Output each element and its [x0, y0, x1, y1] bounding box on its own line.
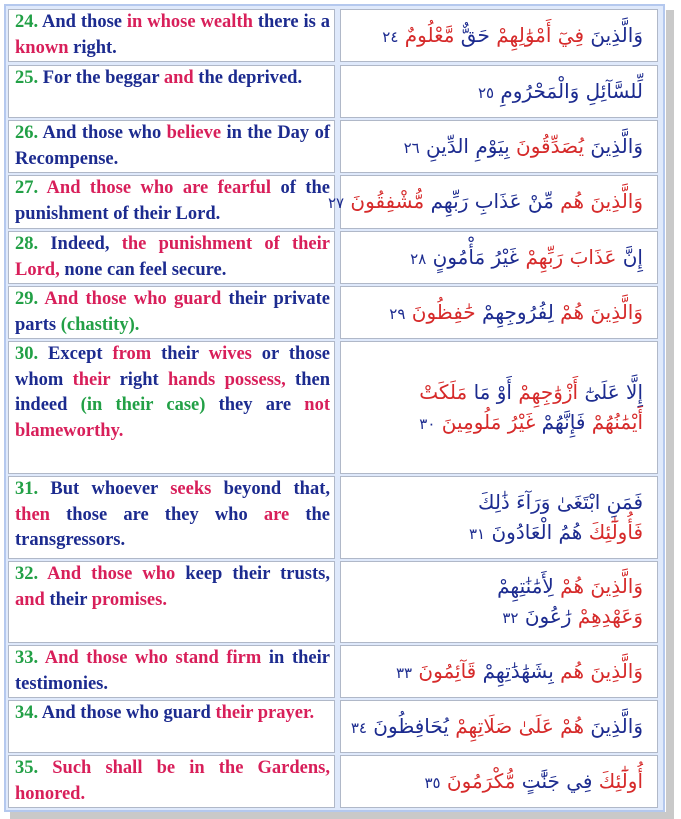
translation-text: in their testimonies.	[15, 648, 330, 694]
translation-text: keep their trusts,	[185, 564, 330, 584]
translation-text: those are they who	[49, 504, 264, 525]
translation-text: none can feel secure.	[59, 259, 227, 280]
translation-text: their	[44, 589, 92, 610]
arabic-text: وَالَّذِينَ	[584, 133, 643, 158]
translation-text: (in their case)	[80, 395, 206, 415]
arabic-text: فِي جَنَّٰتٍ	[515, 768, 593, 793]
ayah-number: ٢٨	[410, 249, 427, 268]
arabic-text: وَالَّذِينَ هُمْ	[553, 299, 643, 324]
arabic-line	[351, 601, 643, 633]
english-translation	[8, 476, 335, 559]
translation-text	[215, 370, 224, 390]
verse-number: 28.	[15, 234, 39, 254]
english-translation	[8, 9, 335, 62]
arabic-text: رَٰعُونَ	[518, 604, 572, 628]
arabic-text: مُّكْرَمُونَ	[440, 768, 516, 793]
arabic-text: وَالَّذِينَ	[584, 713, 643, 738]
ayah-number: ٢٥	[477, 83, 495, 102]
english-translation	[8, 755, 335, 808]
verse-number: 24.	[15, 12, 39, 32]
arabic-line	[351, 242, 643, 274]
translation-text: Except	[38, 344, 113, 364]
translation-text: Such shall be in the Gardens,	[38, 758, 330, 778]
english-translation	[8, 231, 335, 284]
translation-text: seeks	[170, 479, 212, 499]
arabic-text: غَيْرُ مَأْمُونٍ	[426, 244, 520, 269]
arabic-text: أَيْمَٰنُهُمْ	[585, 409, 643, 434]
translation-text: their prayer.	[210, 703, 315, 723]
translation-text: the punishment of their Lord,	[15, 234, 330, 280]
translation-text: And those who stand firm	[38, 648, 262, 668]
arabic-text: مَّعْلُومٌ	[398, 22, 455, 47]
translation-text: And those who are fearful	[38, 178, 272, 198]
translation-text: Indeed,	[38, 234, 122, 254]
verse-number: 32.	[15, 564, 39, 584]
arabic-line	[351, 377, 643, 407]
arabic-line	[351, 297, 643, 329]
arabic-text: وَالَّذِينَ هُمْ	[553, 574, 643, 598]
translation-text: their	[151, 344, 209, 364]
english-translation	[8, 645, 335, 698]
english-translation	[8, 286, 335, 339]
arabic-line	[351, 76, 643, 108]
translation-text: not blameworthy.	[15, 395, 330, 441]
arabic-verse	[340, 700, 658, 753]
translation-text: the transgressors.	[15, 504, 330, 550]
verse-number: 26.	[15, 123, 39, 143]
translation-text: beyond that,	[211, 479, 330, 499]
translation-text: or those whom	[15, 344, 330, 390]
translation-text: And those who guard	[38, 289, 222, 309]
ayah-number: ٣٠	[419, 414, 436, 433]
translation-text: then indeed	[15, 369, 330, 415]
arabic-text: وَالَّذِينَ	[584, 22, 643, 47]
translation-text: the deprived.	[193, 68, 303, 88]
translation-text: right.	[68, 37, 117, 58]
translation-text: there is a	[252, 12, 330, 32]
translation-text: promises.	[91, 589, 167, 610]
verse-row	[8, 561, 658, 643]
arabic-text: أُولَٰٓئِكَ	[592, 768, 643, 793]
arabic-text: لِفُرُوجِهِمْ	[475, 299, 554, 324]
arabic-text: مَلَكَتْ	[419, 379, 468, 404]
translation-text: And those who	[38, 564, 186, 584]
translation-text: and	[163, 68, 194, 88]
english-translation	[8, 65, 335, 118]
arabic-line	[351, 487, 643, 517]
arabic-text: فَأُولَٰٓئِكَ	[582, 519, 643, 544]
ayah-number: ٣٥	[424, 773, 441, 792]
arabic-verse	[340, 755, 658, 808]
translation-text: hands	[167, 369, 216, 390]
verse-row	[8, 755, 658, 808]
verse-row	[8, 9, 658, 62]
verse-number: 29.	[15, 289, 39, 309]
ayah-number: ٣٣	[395, 663, 413, 682]
arabic-verse	[327, 175, 658, 229]
arabic-text: مُّشْفِقُونَ	[344, 189, 425, 213]
translation-text: in whose wealth	[126, 12, 253, 32]
english-translation	[8, 700, 335, 753]
arabic-text: فَمَنِ ابْتَغَىٰ وَرَآءَ ذَٰلِكَ	[477, 489, 643, 514]
ayah-number: ٢٧	[327, 194, 345, 212]
translation-text: And those who	[38, 123, 167, 143]
english-translation	[8, 341, 335, 474]
arabic-text: حَقٌّ	[454, 22, 490, 47]
translation-text: they are	[205, 395, 305, 415]
arabic-text: أَوْ مَا	[467, 379, 512, 404]
arabic-line	[351, 766, 643, 798]
verse-row	[8, 65, 658, 118]
arabic-verse	[340, 120, 658, 173]
ayah-number: ٢٦	[403, 138, 420, 157]
verse-number: 31.	[15, 479, 39, 499]
arabic-text: عَذَابَ رَبِّهِمْ	[519, 244, 617, 269]
arabic-text: بِيَوْمِ الدِّينِ	[419, 133, 510, 158]
arabic-verse	[340, 476, 658, 559]
arabic-line	[351, 407, 643, 439]
translation-text: (chastity).	[60, 314, 140, 335]
translation-text: their	[72, 369, 111, 390]
translation-text: are	[263, 504, 290, 525]
translation-text: of the punishment of their Lord.	[15, 178, 331, 224]
verse-number: 35.	[15, 758, 39, 778]
arabic-text: فَإِنَّهُمْ	[535, 409, 586, 434]
arabic-text: فِيٓ أَمْوَٰلِهِمْ	[489, 22, 585, 47]
translation-text: right	[110, 369, 168, 390]
translation-text: But whoever	[38, 479, 171, 499]
translation-text: known	[15, 37, 69, 58]
ayah-number: ٣٢	[502, 609, 519, 627]
english-translation	[8, 561, 335, 643]
arabic-verse	[340, 561, 658, 643]
ayah-number: ٣١	[469, 524, 486, 543]
arabic-verse	[340, 286, 658, 339]
translation-text: from	[112, 344, 152, 364]
translation-text: And those	[38, 12, 127, 32]
arabic-text: وَالَّذِينَ هُم	[553, 658, 643, 683]
arabic-line	[327, 186, 643, 218]
arabic-line	[351, 656, 643, 688]
arabic-line	[351, 571, 643, 601]
arabic-text: هُمْ عَلَىٰ صَلَاتِهِمْ	[448, 713, 585, 738]
verse-number: 30.	[15, 344, 39, 364]
arabic-text: لِّلسَّآئِلِ وَالْمَحْرُومِ	[494, 78, 643, 103]
arabic-text: يُحَافِظُونَ	[366, 713, 449, 738]
page-shadow-right	[666, 10, 674, 816]
arabic-verse	[340, 645, 658, 698]
arabic-text: لِأَمَٰنَٰتِهِمْ	[497, 574, 554, 598]
ayah-number: ٢٩	[389, 304, 406, 323]
verse-row	[8, 286, 658, 339]
translation-text: then	[15, 504, 50, 525]
verse-row	[8, 700, 658, 753]
page-shadow-bottom	[10, 812, 674, 819]
verse-row	[8, 175, 658, 229]
arabic-text: بِشَهَٰدَٰتِهِمْ	[476, 658, 554, 683]
ayah-number: ٢٤	[382, 27, 399, 46]
arabic-text: أَزْوَٰجِهِمْ	[511, 379, 579, 404]
verse-number: 27.	[15, 178, 39, 198]
arabic-text: مِّنْ عَذَابِ رَبِّهِم	[424, 189, 554, 213]
arabic-text: غَيْرُ مَلُومِينَ	[435, 409, 536, 434]
arabic-text: حَٰفِظُونَ	[405, 299, 476, 324]
verse-row	[8, 231, 658, 284]
translation-text: their private parts	[15, 289, 330, 335]
arabic-text: يُصَدِّقُونَ	[509, 133, 585, 158]
verse-row	[8, 120, 658, 173]
translation-text: And those who guard	[38, 703, 211, 723]
verse-row	[8, 476, 658, 559]
arabic-line	[351, 711, 643, 743]
translation-text: honored.	[15, 783, 86, 804]
verse-row	[8, 341, 658, 474]
arabic-verse	[340, 231, 658, 284]
verse-number: 34.	[15, 703, 39, 723]
ayah-number: ٣٤	[350, 718, 367, 737]
arabic-line	[351, 20, 643, 52]
verse-number: 33.	[15, 648, 39, 668]
arabic-text: وَعَهْدِهِمْ	[571, 604, 643, 628]
arabic-text: إِنَّ	[616, 244, 643, 269]
verse-number: 25.	[15, 68, 39, 88]
arabic-line	[351, 517, 643, 549]
arabic-line	[351, 131, 643, 163]
verse-row	[8, 645, 658, 698]
arabic-verse	[340, 65, 658, 118]
english-translation	[8, 175, 335, 229]
arabic-verse	[340, 9, 658, 62]
translation-text: wives	[208, 344, 252, 364]
arabic-text: إِلَّا عَلَىٰٓ	[578, 379, 643, 404]
translation-text: believe	[166, 123, 222, 143]
arabic-verse	[340, 341, 658, 474]
translation-text: For the beggar	[38, 68, 164, 88]
english-translation	[8, 120, 335, 173]
arabic-text: قَآئِمُونَ	[412, 658, 477, 683]
translation-text: in the Day of Recompense.	[15, 123, 330, 169]
translation-text: and	[15, 589, 45, 610]
arabic-text: هُمُ الْعَادُونَ	[485, 519, 583, 544]
translation-text: possess,	[224, 369, 286, 390]
arabic-text: وَالَّذِينَ هُم	[553, 189, 643, 213]
